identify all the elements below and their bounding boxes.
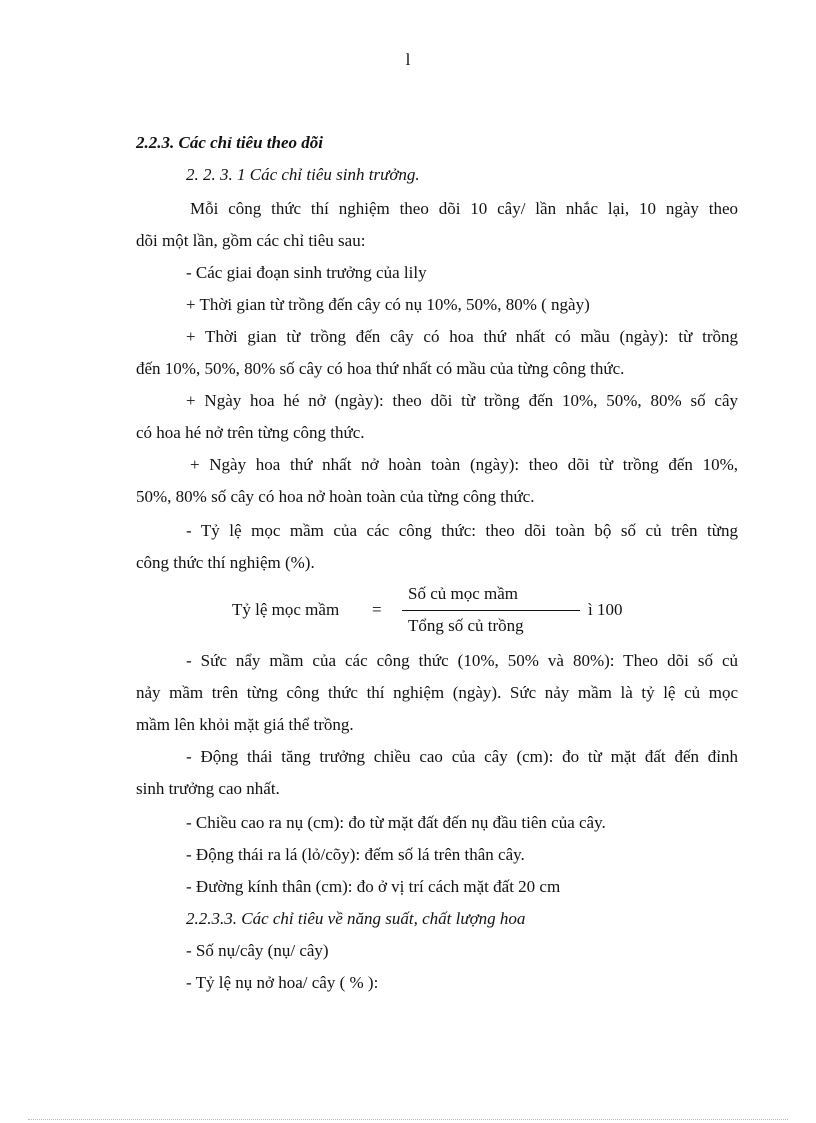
formula-fraction-bar [402,610,580,611]
formula-numerator: Số củ mọc mầm [408,584,519,603]
item-height-line1: - Động thái tăng trưởng chiều cao của cây (cm): đo từ mặt đất đến đỉnh [186,747,738,766]
item-bud-time: + Thời gian từ trồng đến cây có nụ 10%, 50%, 80% ( ngày) [186,295,590,314]
item-open-slight-line1: + Ngày hoa hé nở (ngày): theo dõi từ trồng đến 10%, 50%, 80% số cây [186,391,738,410]
item-height-line2: sinh trưởng cao nhất. [136,779,280,798]
item-stem-diameter: - Đường kính thân (cm): đo ở vị trí cách mặt đất 20 cm [186,877,561,896]
footer-rule [28,1119,788,1120]
formula-equals: = [372,600,382,619]
formula-multiplier: ì 100 [588,600,623,619]
formula-denominator: Tổng số củ trồng [408,616,524,635]
item-stages: - Các giai đoạn sinh trưởng của lily [186,263,427,282]
item-first-color-line1: + Thời gian từ trồng đến cây có hoa thứ nhất có mầu (ngày): từ trồng [186,327,738,346]
subheading-growth: 2. 2. 3. 1 Các chỉ tiêu sinh trưởng. [186,165,420,184]
item-sprout-rate-line2: công thức thí nghiệm (%). [136,553,315,572]
para-intro-line1: Mỗi công thức thí nghiệm theo dõi 10 cây/ lần nhắc lại, 10 ngày theo [190,199,738,218]
sprout-rate-formula [232,584,652,640]
item-full-bloom-line2: 50%, 80% số cây có hoa nở hoàn toàn của từng công thức. [136,487,535,506]
item-first-color-line2: đến 10%, 50%, 80% số cây có hoa thứ nhất có mầu của từng công thức. [136,359,625,378]
item-sprout-vigor-line1: - Sức nẩy mầm của các công thức (10%, 50% và 80%): Theo dõi số củ [186,651,738,670]
formula-lhs: Tỷ lệ mọc mầm [232,600,340,619]
subheading-yield-quality: 2.2.3.3. Các chỉ tiêu về năng suất, chất lượng hoa [186,909,526,928]
item-bloom-rate: - Tỷ lệ nụ nở hoa/ cây ( % ): [186,973,379,992]
item-sprout-vigor-line2: nảy mầm trên từng công thức thí nghiệm (ngày). Sức nảy mầm là tỷ lệ củ mọc [136,683,738,702]
item-leaves: - Động thái ra lá (lỏ/cõy): đếm số lá trên thân cây. [186,845,525,864]
item-sprout-vigor-line3: mầm lên khỏi mặt giá thể trồng. [136,715,354,734]
item-buds-per-plant: - Số nụ/cây (nụ/ cây) [186,941,329,960]
item-bud-height: - Chiều cao ra nụ (cm): đo từ mặt đất đến nụ đầu tiên của cây. [186,813,606,832]
item-full-bloom-line1: + Ngày hoa thứ nhất nở hoàn toàn (ngày): theo dõi từ trồng đến 10%, [190,455,738,474]
item-open-slight-line2: có hoa hé nở trên từng công thức. [136,423,365,442]
para-intro-line2: dõi một lần, gồm các chỉ tiêu sau: [136,231,366,250]
item-sprout-rate-line1: - Tỷ lệ mọc mầm của các công thức: theo dõi toàn bộ số củ trên từng [186,521,738,540]
page-number: l [405,50,411,69]
section-heading: 2.2.3. Các chỉ tiêu theo dõi [136,133,323,152]
